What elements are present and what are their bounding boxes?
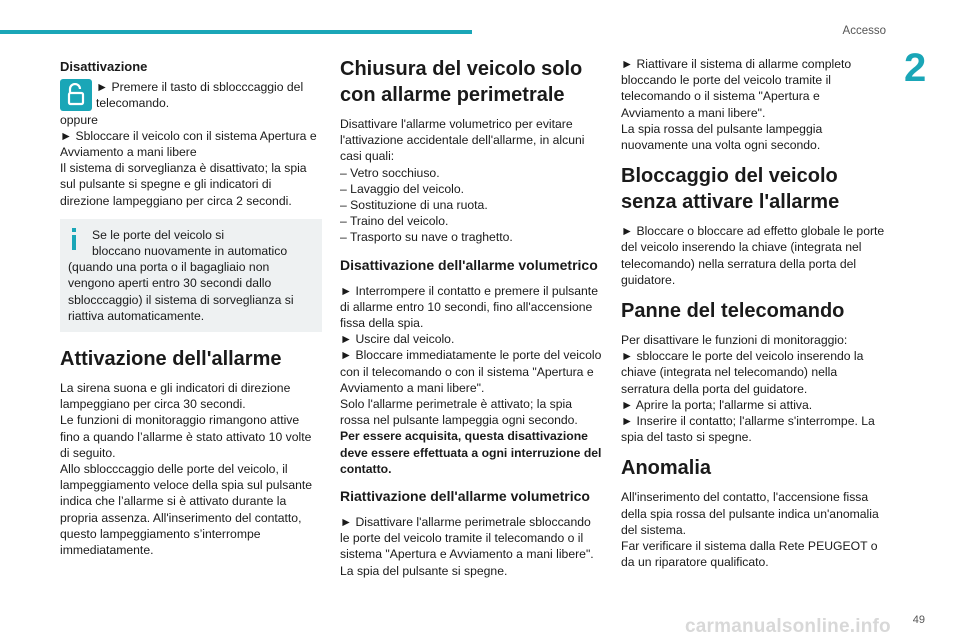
list-item: – Traino del veicolo. [340,214,449,229]
list-item: – Trasporto su nave o traghetto. [340,230,513,245]
header-accent-bar [0,30,472,34]
oppure-text: oppure [60,112,98,127]
heading-disattivazione: Disattivazione [60,59,148,74]
paragraph: Disattivare l'allarme volumetrico per evitare l'attivazione accidentale dell'allarme, in alcuni casi quali: [340,117,585,164]
heading-attivazione: Attivazione dell'allarme [60,348,282,371]
paragraph: Per disattivare le funzioni di monitoraggio: [621,333,848,348]
list-item: – Vetro socchiuso. [340,165,440,180]
page-number: 49 [912,614,925,626]
info-line: Se le porte del veicolo si [92,227,225,242]
paragraph: ► Riattivare il sistema di allarme completo bloccando le porte del veicolo tramite il telecomando o il sistema "Apertura e Avviamento a mani libere". [621,57,852,120]
info-icon [66,228,82,250]
paragraph: Far verificare il sistema dalla Rete PEUGEOT o da un riparatore qualificato. [621,539,878,570]
column-3 [621,56,885,570]
paragraph: ► Bloccare immediatamente le porte del veicolo con il telecomando o con il sistema "Apertura e Avviamento a mani libere". [340,348,602,395]
paragraph: Le funzioni di monitoraggio rimangono attive fino a quando l’allarme è stato attivato 10 volte di seguito. [60,413,312,460]
list-item: – Sostituzione di una ruota. [340,198,488,213]
paragraph: ► Inserire il contatto; l'allarme s'interrompe. La spia del tasto si spegne. [621,414,875,445]
paragraph: La sirena suona e gli indicatori di direzione lampeggiano per circa 30 secondi. [60,381,291,412]
paragraph: ► Aprire la porta; l'allarme si attiva. [621,397,813,412]
column-1 [60,56,322,558]
unlock-padlock-icon [60,79,92,111]
paragraph: La spia rossa del pulsante lampeggia nuovamente una volta ogni secondo. [621,121,823,153]
list-item: – Lavaggio del veicolo. [340,181,464,196]
info-line: bloccano nuovamente in automatico [92,244,288,259]
paragraph: Solo l'allarme perimetrale è attivato; la spia rossa nel pulsante lampeggia ogni secondo. [340,397,578,428]
paragraph: ► Sbloccare il veicolo con il sistema Apertura e Avviamento a mani libere [60,128,317,160]
heading-chiusura: Chiusura del veicolo solo con allarme perimetrale [340,58,583,106]
paragraph: All'inserimento del contatto, l'accensione fissa della spia rossa del pulsante indica un'anomalia del sistema. [621,490,879,537]
heading-panne: Panne del telecomando [621,300,845,323]
paragraph: ► sbloccare le porte del veicolo inserendo la chiave (integrata nel telecomando) nella serratura della porta del guidatore. [621,349,864,396]
paragraph: Allo sblocccaggio delle porte del veicolo, il lampeggiamento veloce della spia sul pulsante indica che l’allarme si è attivato durante la propria assenza. All'inserimento del contatto, questo lampeggiamento s’interrompe immediatamente. [60,462,313,558]
paragraph: La spia del pulsante si spegne. [340,563,508,578]
paragraph: ► Disattivare l'allarme perimetrale sbloccando le porte del veicolo tramite il telecomando o il sistema "Apertura e Avviamento a mani libere". [340,515,594,562]
heading-anomalia: Anomalia [621,457,712,480]
unlock-text: ► Premere il tasto di sblocccaggio del telecomando. [96,80,304,111]
paragraph: ► Interrompere il contatto e premere il pulsante di allarme entro 10 secondi, fino all'accensione fissa della spia. [340,283,598,331]
chapter-number: 2 [904,46,927,90]
heading-riattivazione: Riattivazione dell'allarme volumetrico [340,488,590,505]
unlock-instruction [60,79,322,111]
paragraph: ► Bloccare o bloccare ad effetto globale le porte del veicolo inserendo la chiave (integrata nel telecomando) nella serratura della porta del guidatore. [621,224,885,287]
bold-note: Per essere acquisita, questa disattivazione deve essere effettuata a ogni interruzione del contatto. [340,429,602,476]
info-box [60,219,322,332]
heading-bloccaggio: Bloccaggio del veicolo senza attivare l'allarme [621,165,840,214]
watermark: carmanualsonline.info [685,616,891,637]
column-2 [340,56,603,579]
info-text: (quando una porta o il bagagliaio non vengono aperti entro 30 secondi dallo sblocccaggio) il sistema di sorveglianza si riattiva automaticamente. [68,260,294,323]
paragraph: ► Uscire dal veicolo. [340,332,455,347]
heading-disattivazione-volumetrico: Disattivazione dell'allarme volumetrico [340,256,598,273]
section-title: Accesso [842,25,886,37]
paragraph: Il sistema di sorveglianza è disattivato; la spia sul pulsante si spegne e gli indicatori di direzione lampeggiano per circa 2 secondi. [60,161,307,208]
